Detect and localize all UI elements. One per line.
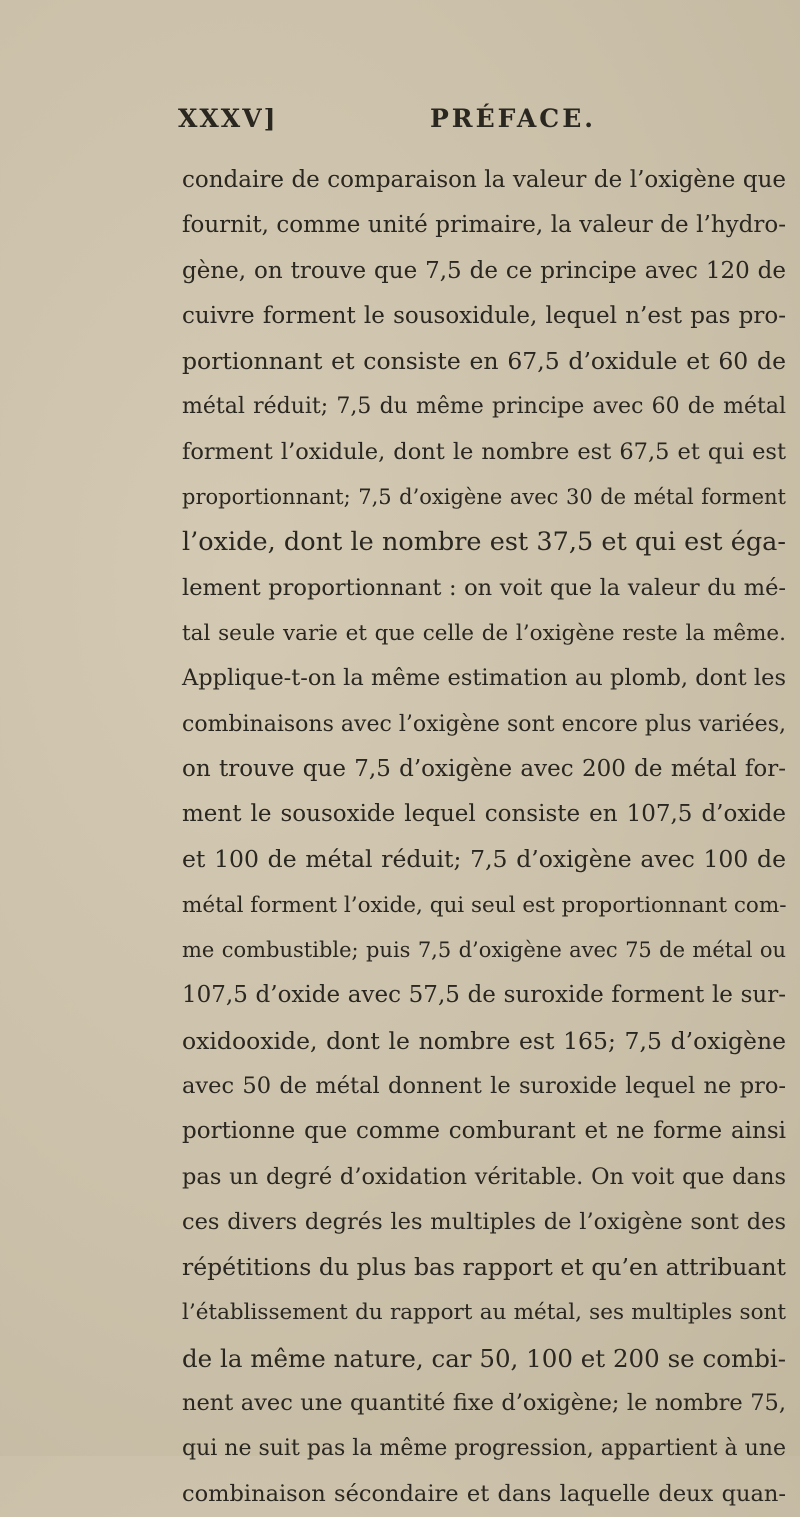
- text-line: répétitions du plus bas rapport et qu’en attribuant: [182, 1253, 786, 1282]
- text-line: nent avec une quantité fixe d’oxigène; le nombre 75,: [182, 1390, 786, 1417]
- text-line: on trouve que 7,5 d’oxigène avec 200 de métal for-: [182, 755, 786, 782]
- text-line: combinaisons avec l’oxigène sont encore plus variées,: [182, 711, 786, 737]
- text-line: portionne que comme comburant et ne forme ainsi: [182, 1118, 786, 1145]
- page-header: [178, 104, 760, 144]
- text-line: oxidooxide, dont le nombre est 165; 7,5 d’oxigène: [182, 1026, 786, 1055]
- text-line: forment l’oxidule, dont le nombre est 67,5 et qui est: [182, 438, 786, 465]
- page-number: XXXV]: [178, 104, 278, 133]
- text-line: qui ne suit pas la même progression, appartient à une: [182, 1436, 786, 1462]
- text-line: avec 50 de métal donnent le suroxide lequel ne pro-: [182, 1072, 786, 1099]
- text-line: gène, on trouve que 7,5 de ce principe avec 120 de: [182, 257, 786, 284]
- text-line: cuivre forment le sousoxidule, lequel n’est pas pro-: [182, 302, 786, 329]
- text-line: ces divers degrés les multiples de l’oxigène sont des: [182, 1208, 786, 1235]
- text-line: tal seule varie et que celle de l’oxigène reste la même.: [182, 620, 786, 646]
- text-line: proportionnant; 7,5 d’oxigène avec 30 de métal forment: [182, 485, 786, 510]
- text-line: fournit, comme unité primaire, la valeur de l’hydro-: [182, 212, 786, 239]
- body-text: [182, 158, 786, 1517]
- text-line: lement proportionnant : on voit que la valeur du mé-: [182, 574, 786, 601]
- text-line: condaire de comparaison la valeur de l’oxigène que: [182, 167, 786, 193]
- text-line: l’établissement du rapport au métal, ses multiples sont: [182, 1300, 786, 1326]
- text-line: métal réduit; 7,5 du même principe avec 60 de métal: [182, 394, 786, 420]
- running-title: PRÉFACE.: [430, 104, 596, 133]
- text-line: et 100 de métal réduit; 7,5 d’oxigène avec 100 de: [182, 845, 786, 874]
- text-line: métal forment l’oxide, qui seul est proportionnant com-: [182, 892, 787, 918]
- text-line: pas un degré d’oxidation véritable. On voit que dans: [182, 1163, 786, 1190]
- text-line: 107,5 d’oxide avec 57,5 de suroxide forment le sur-: [182, 982, 786, 1009]
- text-line: Applique-t-on la même estimation au plomb, dont les: [182, 665, 786, 692]
- text-line: me combustible; puis 7,5 d’oxigène avec 75 de métal ou: [182, 938, 786, 963]
- text-line: ment le sousoxide lequel consiste en 107,5 d’oxide: [182, 801, 786, 828]
- text-line: l’oxide, dont le nombre est 37,5 et qui est éga-: [182, 527, 786, 558]
- text-line: combinaison sécondaire et dans laquelle deux quan-: [182, 1480, 786, 1507]
- text-line: portionnant et consiste en 67,5 d’oxidule et 60 de: [182, 347, 786, 376]
- text-line: de la même nature, car 50, 100 et 200 se combi-: [182, 1343, 786, 1373]
